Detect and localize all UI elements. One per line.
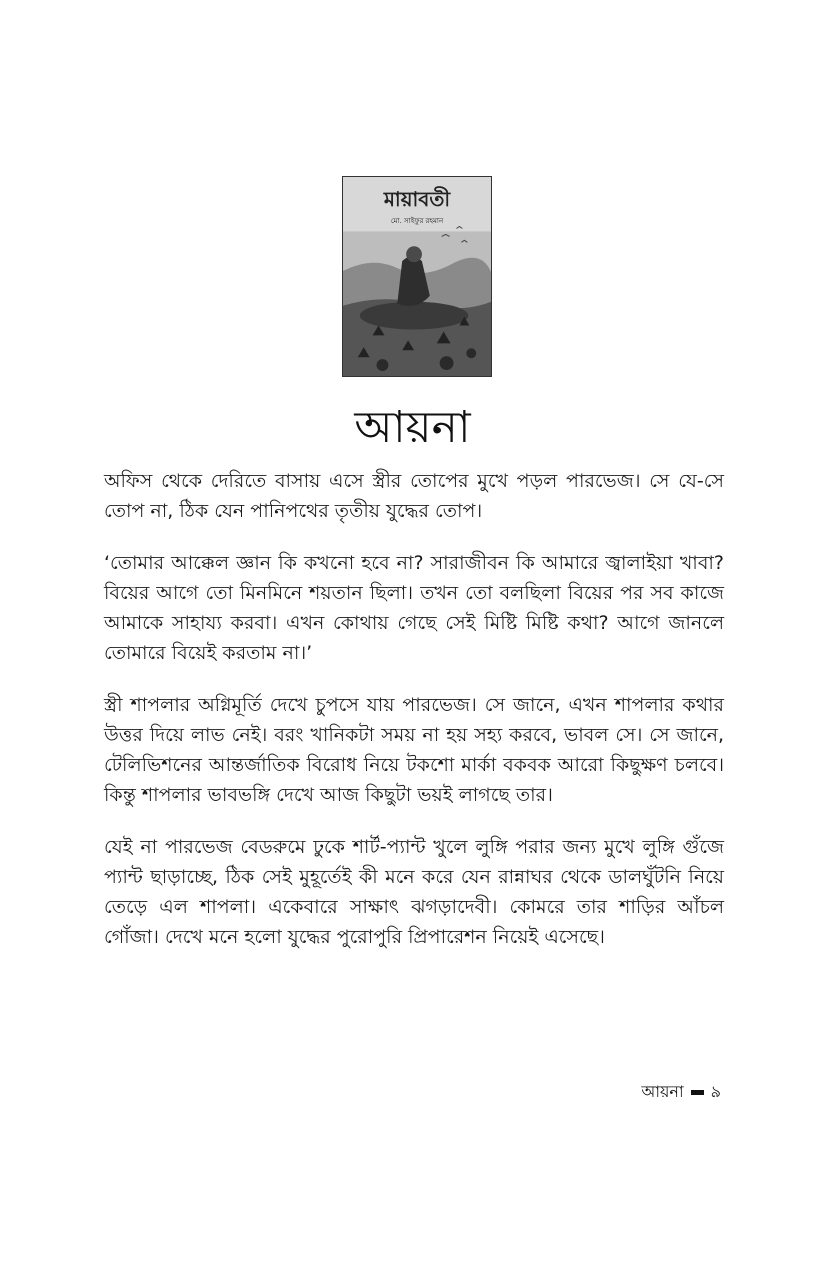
cover-title: মায়াবতী [383,187,451,211]
running-title: আয়না [641,1082,684,1101]
cover-author: মো. সাইফুর রহমান [390,217,444,225]
page-footer [641,1081,721,1103]
separator-bar [691,1090,704,1095]
book-cover-image [342,176,492,377]
chapter-body [104,466,724,974]
chapter-title: আয়না [354,402,471,453]
paragraph: ‘তোমার আক্কেল জ্ঞান কি কখনো হবে না? সারাজীবন কি আমারে জ্বালাইয়া খাবা? বিয়ের আগে তো মিনমিনে শয়তান ছিলা। তখন তো বলছিলা বিয়ের পর সব কাজে আমাকে সাহায্য করবা। এখন কোথায় গেছে সেই মিষ্টি মিষ্টি কথা? আগে জানলে তোমারে বিয়েই করতাম না।’ [104,552,724,664]
paragraph: স্ত্রী শাপলার অগ্নিমূর্তি দেখে চুপসে যায় পারভেজ। সে জানে, এখন শাপলার কথার উত্তর দিয়ে লাভ নেই। বরং খানিকটা সময় না হয় সহ্য করবে, ভাবল সে। সে জানে, টেলিভিশনের আন্তর্জাতিক বিরোধ নিয়ে টকশো মার্কা বকবক আরো কিছুক্ষণ চলবে। কিন্তু শাপলার ভাবভঙ্গি দেখে আজ কিছুটা ভয়ই লাগছে তার। [104,694,724,806]
paragraph: অফিস থেকে দেরিতে বাসায় এসে স্ত্রীর তোপের মুখে পড়ল পারভেজ। সে যে-সে তোপ না, ঠিক যেন পানিপথের তৃতীয় যুদ্ধের তোপ। [104,470,724,522]
paragraph: যেই না পারভেজ বেডরুমে ঢুকে শার্ট-প্যান্ট খুলে লুঙ্গি পরার জন্য মুখে লুঙ্গি গুঁজে প্যান্ট ছাড়াচ্ছে, ঠিক সেই মুহূর্তেই কী মনে করে যেন রান্নাঘর থেকে ডালঘুঁটনি নিয়ে তেড়ে এল শাপলা। একেবারে সাক্ষাৎ ঝগড়াদেবী। কোমরে তার শাড়ির আঁচল গোঁজা। দেখে মনে হলো যুদ্ধের পুরোপুরি প্রিপারেশন নিয়েই এসেছে। [104,836,724,948]
page-number: ৯ [710,1082,721,1101]
